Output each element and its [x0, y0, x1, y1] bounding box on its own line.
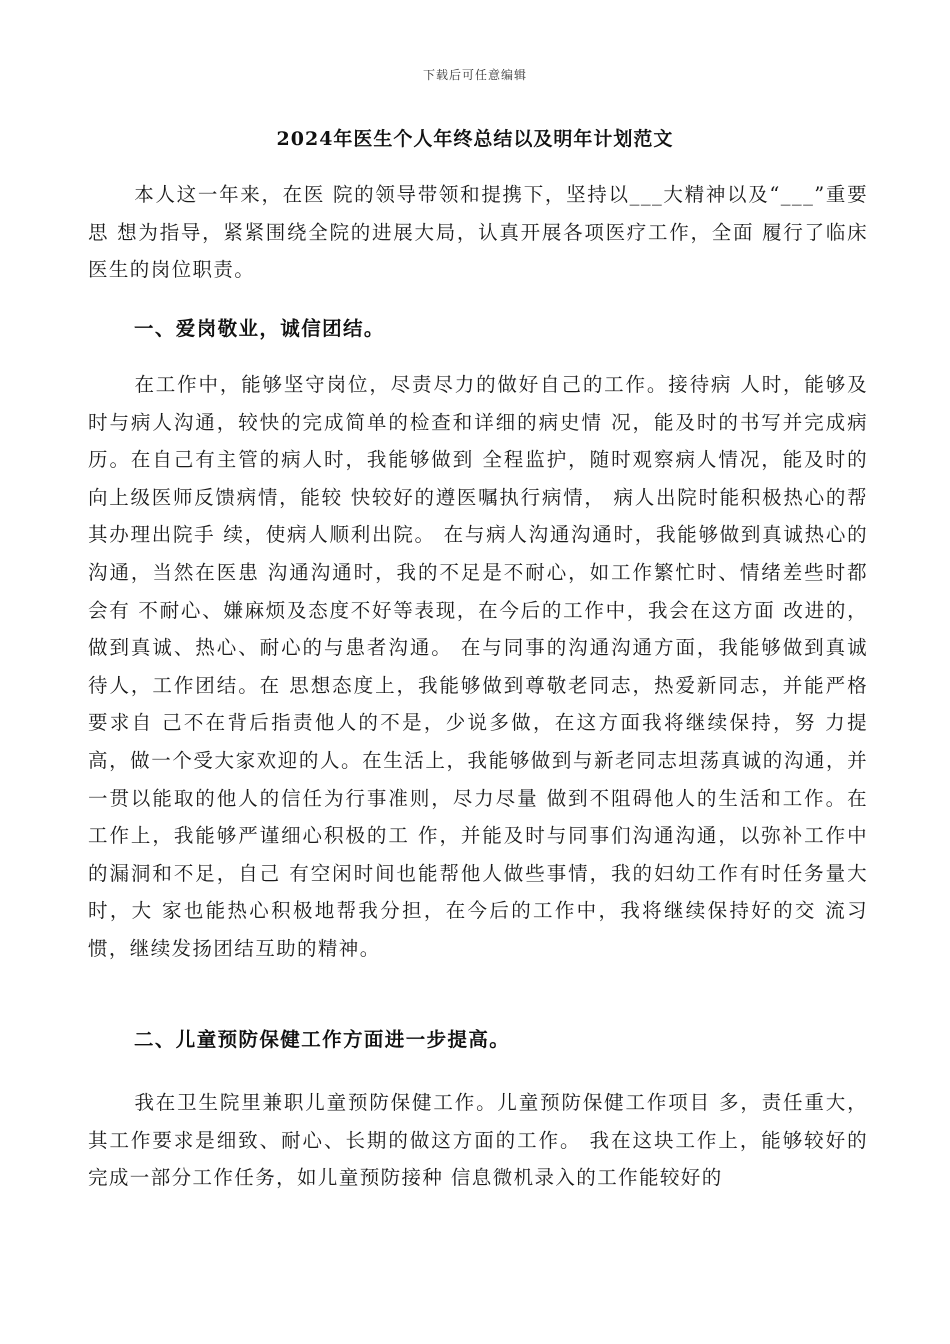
intro-paragraph	[88, 176, 868, 289]
section2-body-text: 我在卫生院里兼职儿童预防保健工作。儿童预防保健工作项目 多，责任重大，其工作要求是细致、耐心、长期的做这方面的工作。 我在这块工作上，能够较好的完成一部分工作任务，如儿童预防接种 信息微机录入的工作能较好的	[88, 1091, 868, 1190]
intro-paragraph-block	[88, 176, 868, 289]
section1-body-text: 在工作中，能够坚守岗位，尽责尽力的做好自己的工作。接待病 人时，能够及时与病人沟通，较快的完成简单的检查和详细的病史情 况，能及时的书写并完成病历。在自己有主管的病人时，我能够做到 全程监护，随时观察病人情况，能及时的向上级医师反馈病情，能较 快较好的遵医嘱执行病情， 病人出院时能积极热心的帮其办理出院手 续，使病人顺利出院。 在与病人沟通沟通时，我能够做到真诚热心的沟通，当然在医患 沟通沟通时，我的不足是不耐心，如工作繁忙时、情绪差些时都会有 不耐心、嫌麻烦及态度不好等表现，在今后的工作中，我会在这方面 改进的，做到真诚、热心、耐心的与患者沟通。 在与同事的沟通沟通方面，我能够做到真诚待人，工作团结。在 思想态度上，我能够做到尊敬老同志，热爱新同志，并能严格要求自 己不在背后指责他人的不是，少说多做，在这方面我将继续保持，努 力提高，做一个受大家欢迎的人。在生活上，我能够做到与新老同志坦荡真诚的沟通，并一贯以能取的他人的信任为行事准则，尽力尽量 做到不阻碍他人的生活和工作。在工作上，我能够严谨细心积极的工 作，并能及时与同事们沟通沟通，以弥补工作中的漏洞和不足，自己 有空闲时间也能帮他人做些事情，我的妇幼工作有时任务量大时，大 家也能热心积极地帮我分担，在今后的工作中，我将继续保持好的交 流习惯，继续发扬团结互助的精神。	[88, 373, 868, 960]
section2-body-block	[88, 1084, 868, 1197]
section1-heading-block	[88, 310, 868, 348]
document-title: 2024年医生个人年终总结以及明年计划范文	[276, 128, 674, 150]
section1-paragraph	[88, 366, 868, 968]
section1-heading: 一、爱岗敬业，诚信团结。	[134, 317, 385, 340]
intro-text: 本人这一年来，在医 院的领导带领和提携下，坚持以___大精神以及“___”重要思 想为指导，紧紧围绕全院的进展大局，认真开展各项医疗工作，全面 履行了临床医生的岗位职责。	[88, 183, 868, 282]
section1-body-block	[88, 366, 868, 968]
header-note: 下载后可任意编辑	[422, 68, 527, 82]
section2-paragraph	[88, 1084, 868, 1197]
section2-heading-block	[88, 1021, 868, 1059]
section2-heading: 二、儿童预防保健工作方面进一步提高。	[134, 1028, 511, 1051]
